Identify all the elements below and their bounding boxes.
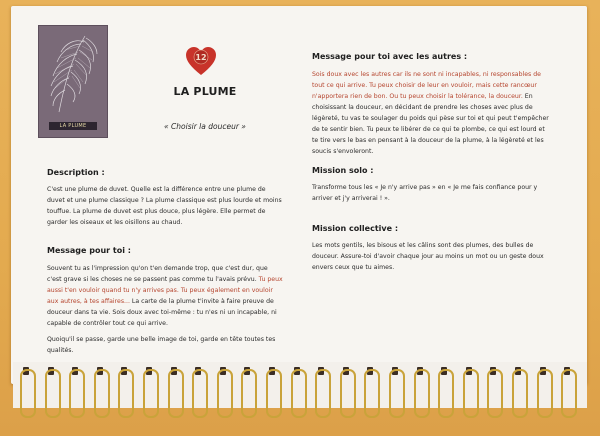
binding-ring bbox=[438, 369, 454, 418]
binding-ring bbox=[463, 369, 479, 418]
heart-number: 12 bbox=[195, 53, 207, 62]
binding-ring bbox=[20, 369, 36, 418]
page-subtitle: « Choisir la douceur » bbox=[164, 122, 246, 131]
mission-collective-heading: Mission collective : bbox=[312, 224, 399, 233]
message-toi-text: Souvent tu as l'impression qu'on t'en demande trop, que c'est dur, que c'est grave si les choses ne se passent pas comme tu l'avais prévu. Tu peux aussi t'en vouloir quand tu n'y arrives pas. Tu peux également en vouloir aux autres, à tes affaires... La carte de la plume t'invite à faire preuve de douceur dans ta vie. Sois doux avec toi-même : tu n'es ni un incapable, ni capable de contrôler tout ce qui arrive. Quoiqu'il se passe, garde une belle image de toi, garde en tête toutes tes qualités. bbox=[47, 265, 283, 354]
binding-ring bbox=[315, 369, 331, 418]
binding-ring bbox=[168, 369, 184, 418]
binding-ring bbox=[143, 369, 159, 418]
message-autres-heading: Message pour toi avec les autres : bbox=[312, 52, 468, 61]
message-autres-text: Sois doux avec les autres car ils ne sont ni incapables, ni responsables de tout ce qui arrive. Tu peux choisir de leur en vouloir, mais cette rancœur n'apportera rien de bon. Ou tu peux choisir la tolérance, la douceur. En choisissant la douceur, en décidant de prendre les choses avec plus de légèreté, tu vas te soulager du poids qui pèse sur toi et qui peut t'empêcher de te sentir bien. Tu peux te libérer de ce qui te plombe, ce qui est lourd et te tire vers le bas en pensant à la douceur de la plume, à la légèreté et les soucis s'envoleront. bbox=[312, 71, 549, 155]
binding-ring bbox=[69, 369, 85, 418]
binding-ring bbox=[340, 369, 356, 418]
heart-icon bbox=[185, 46, 217, 76]
binding-ring bbox=[487, 369, 503, 418]
mission-solo-text: Transforme tous les « Je n'y arrive pas » en « Je me fais confiance pour y arriver et j'y arriverai ! ». bbox=[312, 184, 538, 202]
binding-ring bbox=[512, 369, 528, 418]
description-text: C'est une plume de duvet. Quelle est la différence entre une plume de duvet et une plume classique ? La plume classique est plus lourde et moins touffue. La plume de duvet est plus douce, plus légère. Elle permet de garder les oiseaux et les oisillons au chaud. bbox=[47, 186, 282, 226]
feather-icon bbox=[45, 32, 101, 118]
binding-ring bbox=[192, 369, 208, 418]
binding-ring bbox=[217, 369, 233, 418]
binding-ring bbox=[94, 369, 110, 418]
binding-ring bbox=[389, 369, 405, 418]
mission-solo-heading: Mission solo : bbox=[312, 166, 374, 175]
binding-ring bbox=[45, 369, 61, 418]
binding-ring bbox=[241, 369, 257, 418]
message-toi-heading: Message pour toi : bbox=[47, 246, 131, 255]
binding-ring bbox=[537, 369, 553, 418]
mission-collective-text: Les mots gentils, les bisous et les câlins sont des plumes, des bulles de douceur. Assure-toi d'avoir chaque jour au moins un mot ou un geste doux envers ceux que tu aimes. bbox=[312, 242, 544, 271]
binding-ring bbox=[118, 369, 134, 418]
card-name-banner: LA PLUME bbox=[49, 122, 97, 130]
binding-ring bbox=[266, 369, 282, 418]
description-heading: Description : bbox=[47, 168, 105, 177]
binding-ring bbox=[561, 369, 577, 418]
binding-ring bbox=[414, 369, 430, 418]
feather-card-image bbox=[38, 25, 108, 138]
binding-ring bbox=[291, 369, 307, 418]
page-title: LA PLUME bbox=[173, 85, 237, 98]
binding-ring bbox=[364, 369, 380, 418]
